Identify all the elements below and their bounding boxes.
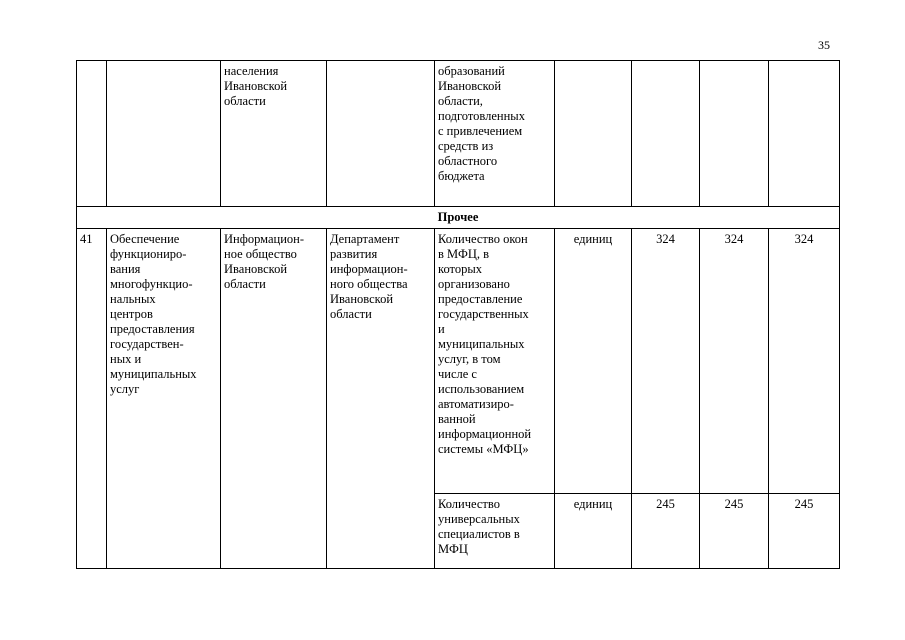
section-title: Прочее <box>77 207 840 229</box>
indicator-value-2: 324 <box>700 229 769 494</box>
executor: Департамент развития информацион- ного общества Ивановской области <box>327 229 435 569</box>
program-table <box>76 60 840 569</box>
indicator-value-3: 245 <box>769 494 840 569</box>
continuation-row <box>77 61 840 207</box>
target-group: Информацион- ное общество Ивановской области <box>221 229 327 569</box>
table-row <box>77 229 840 494</box>
cell-value-3 <box>769 61 840 207</box>
cell-unit <box>555 61 632 207</box>
indicator-unit: единиц <box>555 494 632 569</box>
cell-executor <box>327 61 435 207</box>
page-number: 35 <box>818 38 830 52</box>
section-row <box>77 207 840 229</box>
cell-indicator: образований Ивановской области, подготовленных с привлечением средств из областного бюджета <box>435 61 555 207</box>
cell-target-group: населения Ивановской области <box>221 61 327 207</box>
indicator-value-3: 324 <box>769 229 840 494</box>
indicator-name: Количество универсальных специалистов в МФЦ <box>435 494 555 569</box>
cell-name <box>107 61 221 207</box>
indicator-value-1: 245 <box>632 494 700 569</box>
cell-num <box>77 61 107 207</box>
cell-value-2 <box>700 61 769 207</box>
indicator-value-2: 245 <box>700 494 769 569</box>
indicator-value-1: 324 <box>632 229 700 494</box>
indicator-unit: единиц <box>555 229 632 494</box>
indicator-name: Количество окон в МФЦ, в которых организовано предоставление государственных и муниципальных услуг, в том числе с использованием автоматизиро- ванной информационной системы «МФЦ» <box>435 229 555 494</box>
row-number: 41 <box>77 229 107 569</box>
measure-name: Обеспечение функциониро- вания многофункцио- нальных центров предоставления государствен- ных и муниципальных услуг <box>107 229 221 569</box>
cell-value-1 <box>632 61 700 207</box>
